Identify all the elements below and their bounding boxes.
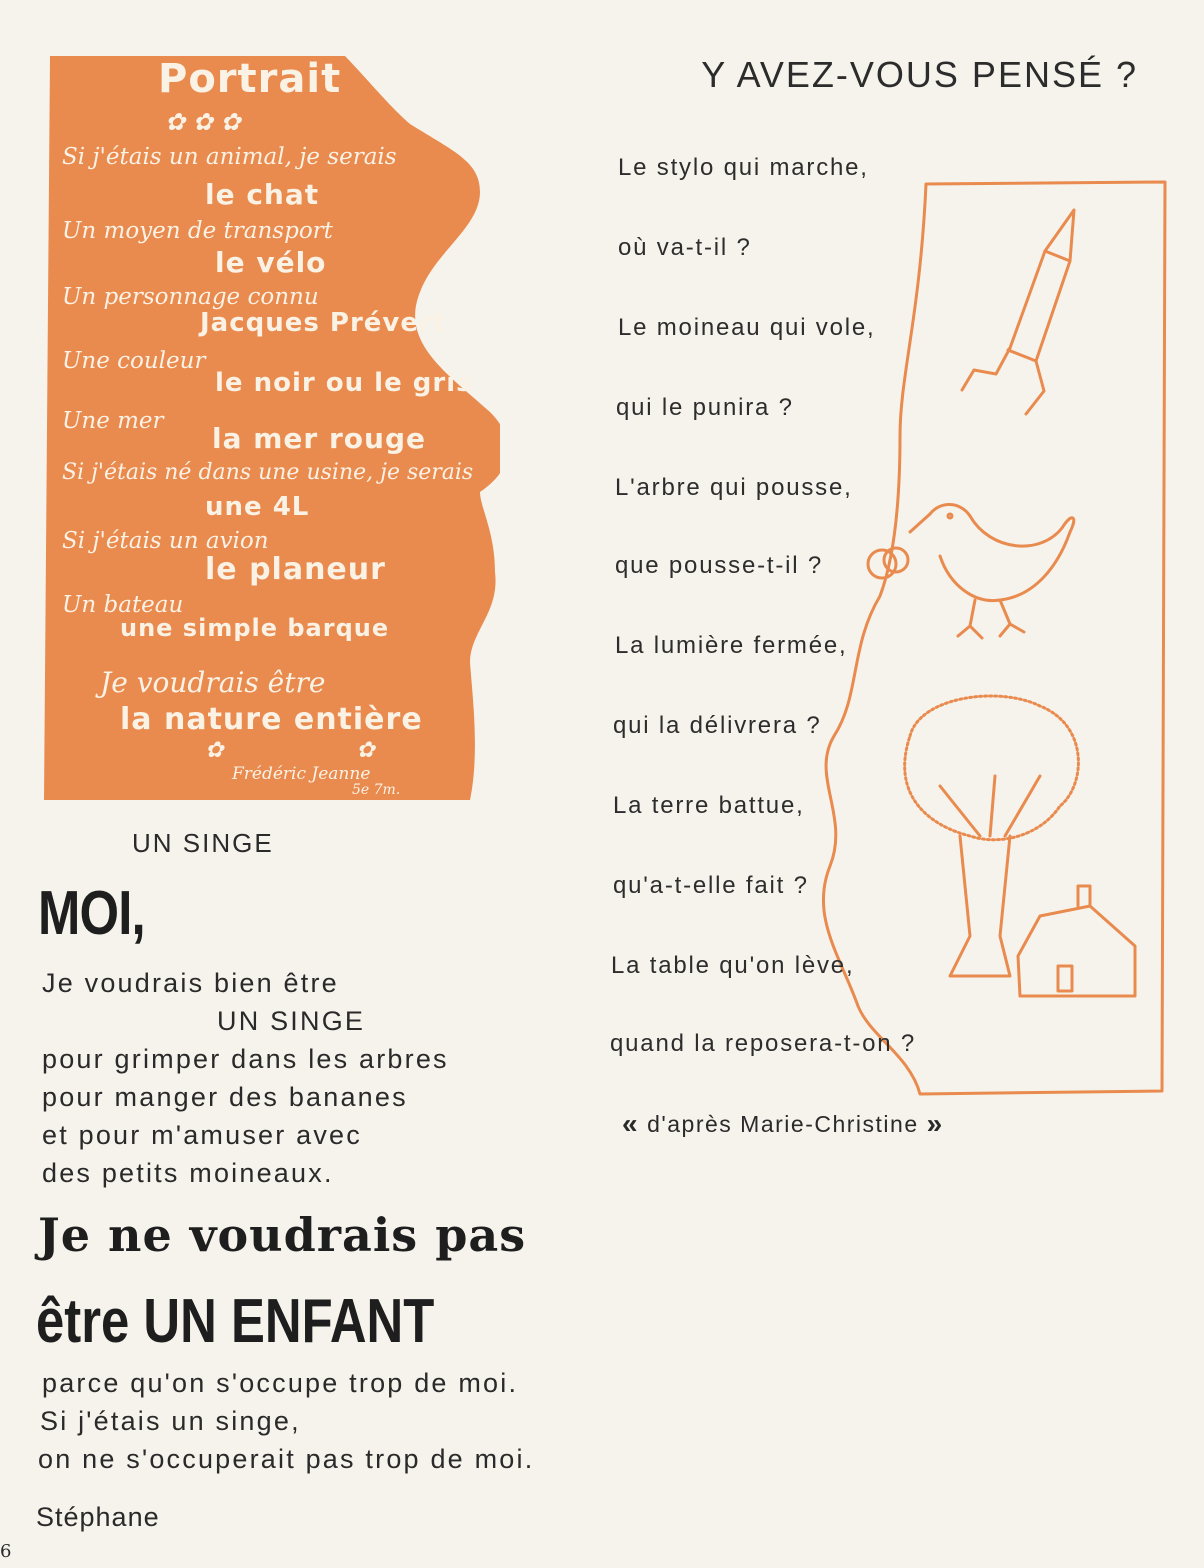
page-number: 6: [0, 1541, 12, 1562]
portrait-answer: la nature entière: [120, 702, 423, 737]
heading-je-ne-voudrais-pas: Je ne voudrais pas: [38, 1208, 527, 1262]
heading-moi: MOI,: [38, 879, 145, 948]
poem-line: qui la délivrera ?: [613, 712, 822, 739]
portrait-line: Un personnage connu: [62, 284, 319, 310]
portrait-answer: une simple barque: [120, 614, 390, 642]
portrait-answer: Jacques Prévert: [200, 308, 447, 338]
author: Stéphane: [36, 1502, 160, 1532]
poem-title: Y AVEZ-VOUS PENSÉ ?: [701, 54, 1138, 95]
portrait-line: Une couleur: [62, 348, 206, 374]
portrait-signature: Frédéric Jeanne: [232, 764, 371, 784]
poem-line: L'arbre qui pousse,: [615, 474, 853, 501]
portrait-line: Je voudrais être: [100, 666, 326, 699]
quote-open-mark: «: [622, 1108, 640, 1139]
caption: UN SINGE: [132, 828, 274, 858]
heading-etre-un-enfant: être UN ENFANT: [36, 1287, 435, 1356]
text-line: UN SINGE: [217, 1006, 366, 1036]
poem-line: quand la reposera-t-on ?: [610, 1030, 917, 1057]
portrait-answer: le chat: [205, 178, 320, 211]
tree-icon: [905, 696, 1079, 976]
portrait-line: Si j'étais né dans une usine, je serais: [62, 460, 474, 485]
portrait-answer: la mer rouge: [212, 422, 426, 455]
portrait-answer: le noir ou le gris: [215, 368, 473, 398]
poem-author: [622, 1108, 944, 1140]
poem-line: Le stylo qui marche,: [618, 154, 869, 181]
poem-line: La table qu'on lève,: [611, 952, 855, 979]
pencil-icon: [962, 210, 1074, 414]
portrait-line: Une mer: [62, 408, 164, 434]
text-line: Si j'étais un singe,: [40, 1406, 301, 1436]
portrait-line: Si j'étais un animal, je serais: [62, 144, 397, 170]
poem-line: que pousse-t-il ?: [615, 552, 824, 579]
poem-line: où va-t-il ?: [618, 234, 752, 261]
portrait-answer: une 4L: [205, 492, 310, 522]
text-line: Je voudrais bien être: [42, 968, 339, 998]
flower-doodles: ✿ ✿ ✿: [165, 108, 241, 136]
text-line: pour grimper dans les arbres: [42, 1044, 449, 1074]
text-line: pour manger des bananes: [42, 1082, 408, 1112]
poem-line: Le moineau qui vole,: [618, 314, 876, 341]
portrait-signature-note: 5e 7m.: [352, 782, 401, 798]
poem-author-name: d'après Marie-Christine: [647, 1110, 919, 1137]
portrait-panel: [40, 52, 500, 802]
poem-line: qui le punira ?: [616, 394, 794, 421]
text-line: des petits moineaux.: [42, 1158, 334, 1188]
quote-close-mark: »: [926, 1108, 944, 1139]
portrait-line: Un bateau: [62, 592, 184, 618]
portrait-line: Si j'étais un avion: [62, 528, 269, 554]
portrait-line: Un moyen de transport: [62, 218, 333, 244]
flower-doodles: ✿ ✿: [205, 738, 375, 763]
portrait-answer: le planeur: [205, 552, 386, 587]
poem-line: La lumière fermée,: [615, 632, 848, 659]
poem-line: qu'a-t-elle fait ?: [613, 872, 809, 899]
text-line: et pour m'amuser avec: [42, 1120, 362, 1150]
house-icon: [1018, 886, 1135, 996]
portrait-title: Portrait: [158, 56, 342, 102]
text-line: on ne s'occuperait pas trop de moi.: [38, 1444, 535, 1474]
portrait-answer: le vélo: [215, 246, 327, 279]
poem-line: La terre battue,: [613, 792, 805, 819]
bird-icon: [868, 504, 1074, 638]
text-line: parce qu'on s'occupe trop de moi.: [42, 1368, 519, 1398]
